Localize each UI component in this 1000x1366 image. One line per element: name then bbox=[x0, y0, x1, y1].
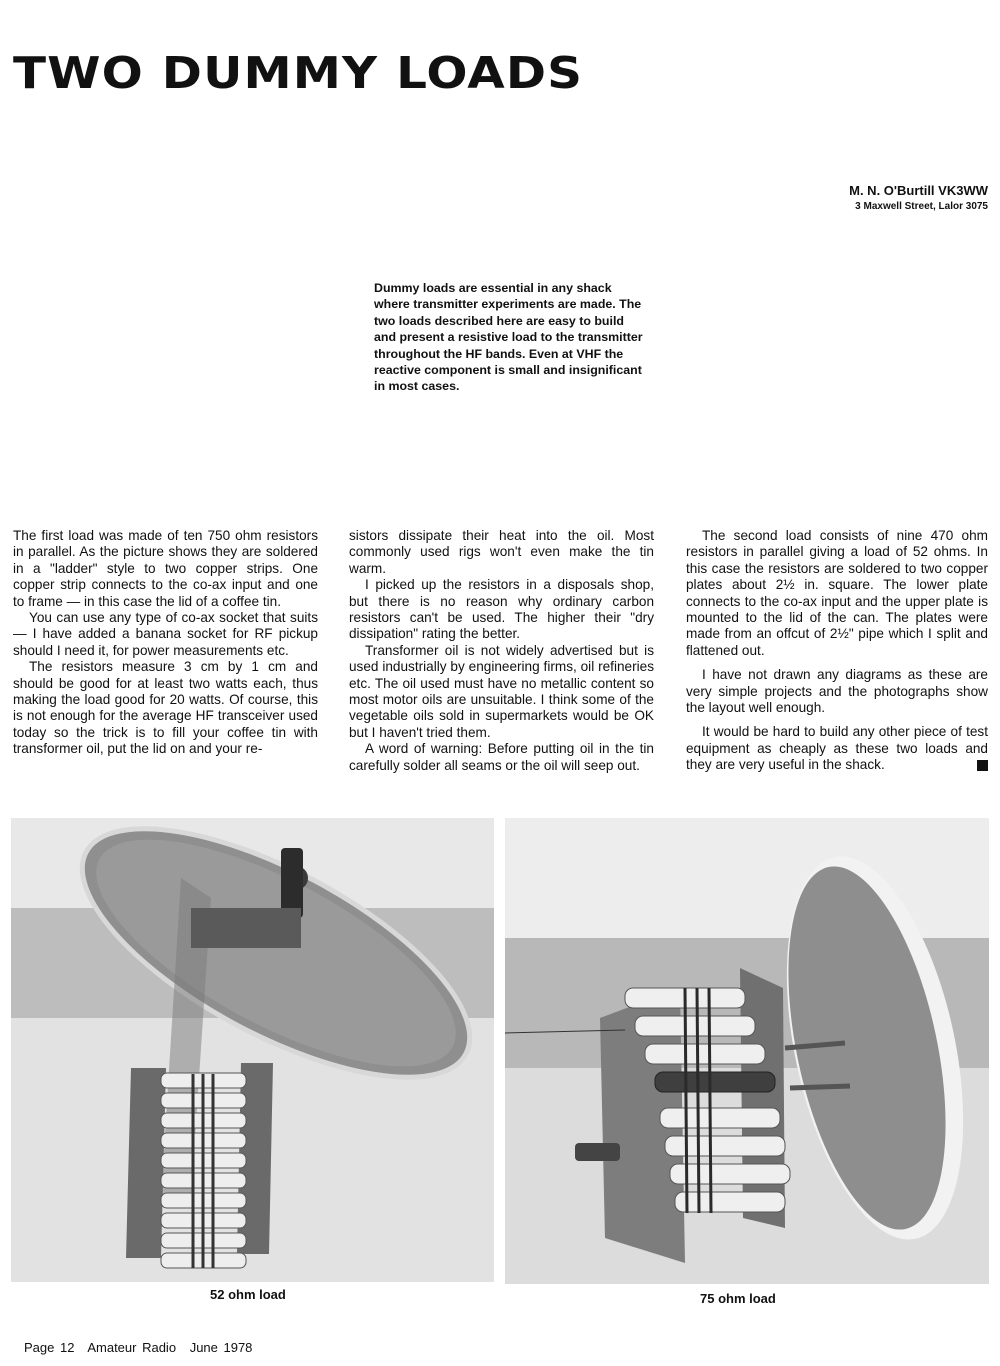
body-column-2 bbox=[349, 528, 654, 774]
body-paragraph: Transformer oil is not widely advertised but is used industrially by engineering firms, oil refineries etc. The oil used must have no metallic content so most motor oils are unsuitable. I think some of the vegetable oils sold in supermarkets would be OK but I haven't tried them. bbox=[349, 642, 654, 740]
byline bbox=[849, 182, 988, 214]
photo-52-ohm-load bbox=[11, 818, 494, 1282]
photo-75-ohm-load bbox=[505, 818, 989, 1284]
body-paragraph-text: It would be hard to build any other piece of test equipment as cheaply as these two loads and they are very useful in the shack. bbox=[686, 724, 988, 773]
body-paragraph: You can use any type of co-ax socket that suits — I have added a banana socket for RF pickup should I need it, for power measurements etc. bbox=[13, 610, 318, 658]
body-paragraph: The resistors measure 3 cm by 1 cm and should be good for at least two watts each, thus making the load good for 20 watts. Of course, this is not enough for the average HF transceiver used today so the trick is to fill your coffee tin with transformer oil, put the lid on and your re- bbox=[13, 659, 318, 757]
body-column-3 bbox=[686, 528, 988, 774]
intro-paragraph: Dummy loads are essential in any shack where transmitter experiments are made. The two loads described here are easy to build and present a resistive load to the transmitter throughout the HF bands. Even at VHF the reactive component is small and insignificant in most cases. bbox=[374, 281, 643, 394]
photo-75-ohm-load-illustration bbox=[505, 818, 989, 1284]
page-number: Page 12 bbox=[24, 1340, 75, 1355]
body-paragraph-last bbox=[686, 724, 988, 773]
photo-52-ohm-load-illustration bbox=[11, 818, 494, 1282]
page-footer bbox=[24, 1340, 260, 1355]
end-of-article-mark bbox=[977, 760, 988, 771]
body-column-1 bbox=[13, 528, 318, 758]
body-paragraph: I picked up the resistors in a disposals shop, but there is no reason why ordinary carbon resistors can't be used. The higher their "dry dissipation" rating the better. bbox=[349, 577, 654, 642]
magazine-name: Amateur Radio bbox=[87, 1340, 177, 1355]
issue-date: June 1978 bbox=[189, 1340, 253, 1355]
body-paragraph: The first load was made of ten 750 ohm resistors in parallel. As the picture shows they are soldered in a "ladder" style to two copper strips. One copper strip connects to the co-ax input and one to frame — in this case the lid of a coffee tin. bbox=[13, 528, 318, 609]
photo-caption-75-ohm: 75 ohm load bbox=[700, 1291, 776, 1306]
body-paragraph: sistors dissipate their heat into the oil. Most commonly used rigs won't even make the tin warm. bbox=[349, 528, 654, 576]
author-address: 3 Maxwell Street, Lalor 3075 bbox=[855, 201, 988, 212]
photo-caption-52-ohm: 52 ohm load bbox=[210, 1287, 286, 1302]
author-name: M. N. O'Burtill VK3WW bbox=[849, 183, 988, 198]
body-paragraph: The second load consists of nine 470 ohm resistors in parallel giving a load of 52 ohms. In this case the resistors are soldered to two copper plates about 2½ in. square. The lower plate connects to the co-ax input and the upper plate is mounted to the lid of the can. The plates were made from an offcut of 2½" pipe which I split and flattened out. bbox=[686, 528, 988, 658]
body-paragraph: A word of warning: Before putting oil in the tin carefully solder all seams or the oil will seep out. bbox=[349, 741, 654, 773]
article-title: TWO DUMMY LOADS bbox=[13, 48, 584, 99]
body-paragraph: I have not drawn any diagrams as these are very simple projects and the photographs show the layout well enough. bbox=[686, 667, 988, 716]
